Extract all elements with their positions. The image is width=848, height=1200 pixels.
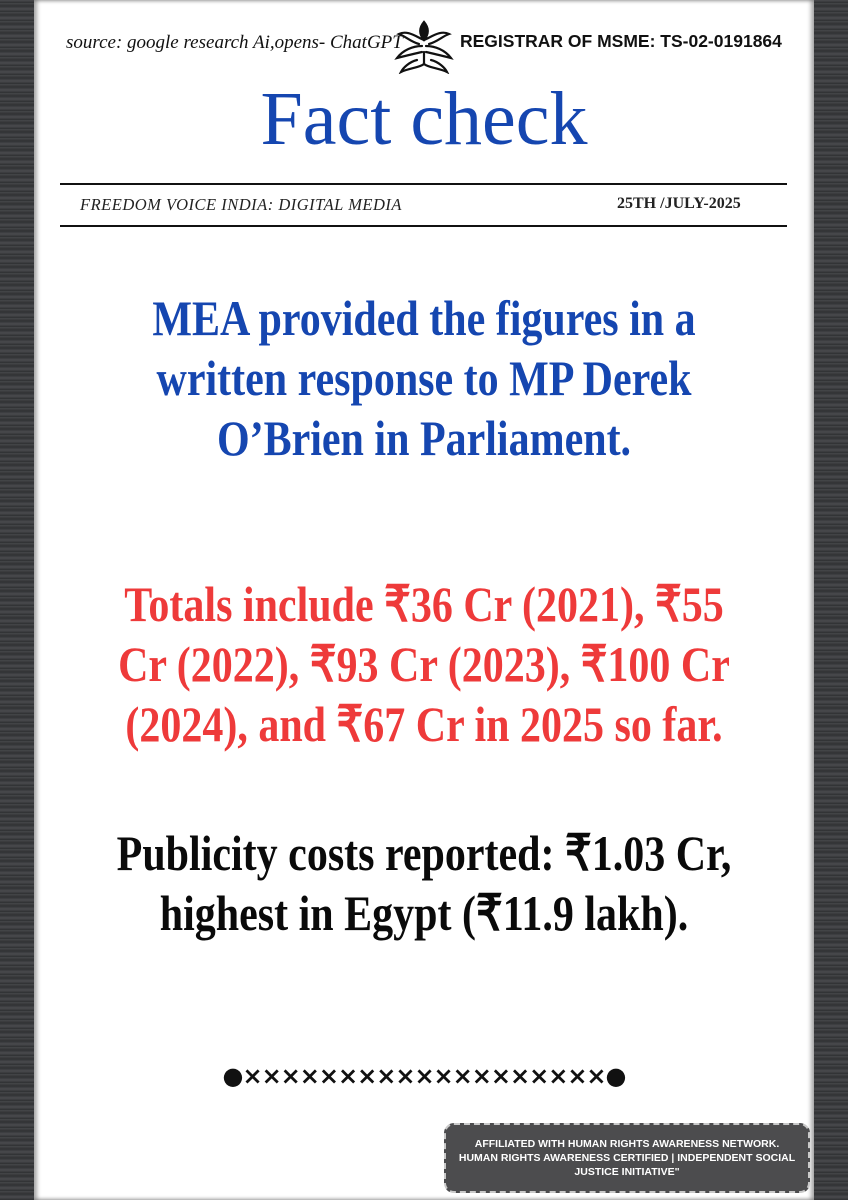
publication-name: FREEDOM VOICE INDIA: DIGITAL MEDIA [80,195,403,214]
newspaper-page [34,0,814,1200]
decorative-divider: ●×××××××××××××××××××● [222,1062,626,1090]
page-title: Fact check [260,77,588,161]
masthead-top-rule [60,183,787,185]
yearly-totals: Totals include ₹36 Cr (2021), ₹55 Cr (2022), ₹93 Cr (2023), ₹100 Cr (2024), and ₹67 Cr in 2025 so far. [118,576,730,752]
right-torn-edge [812,0,848,1200]
registrar-number: REGISTRAR OF MSME: TS-02-0191864 [460,31,782,51]
affiliation-badge [444,1123,810,1193]
source-credit: source: google research Ai,opens- ChatGPT [66,32,403,53]
mea-statement: MEA provided the figures in a written response to MP Derek O’Brien in Parliament. [152,290,696,466]
publicity-costs: Publicity costs reported: ₹1.03 Cr, highest in Egypt (₹11.9 lakh). [116,825,732,941]
masthead-bottom-rule [60,225,787,227]
floral-ornament-icon [389,16,459,74]
publication-date: 25TH /JULY-2025 [617,195,741,212]
affiliation-text: AFFILIATED WITH HUMAN RIGHTS AWARENESS NETWORK. HUMAN RIGHTS AWARENESS CERTIFIED | INDEPENDENT SOCIAL JUSTICE INITIATIVE" [458,1138,796,1178]
left-torn-edge [0,0,36,1200]
